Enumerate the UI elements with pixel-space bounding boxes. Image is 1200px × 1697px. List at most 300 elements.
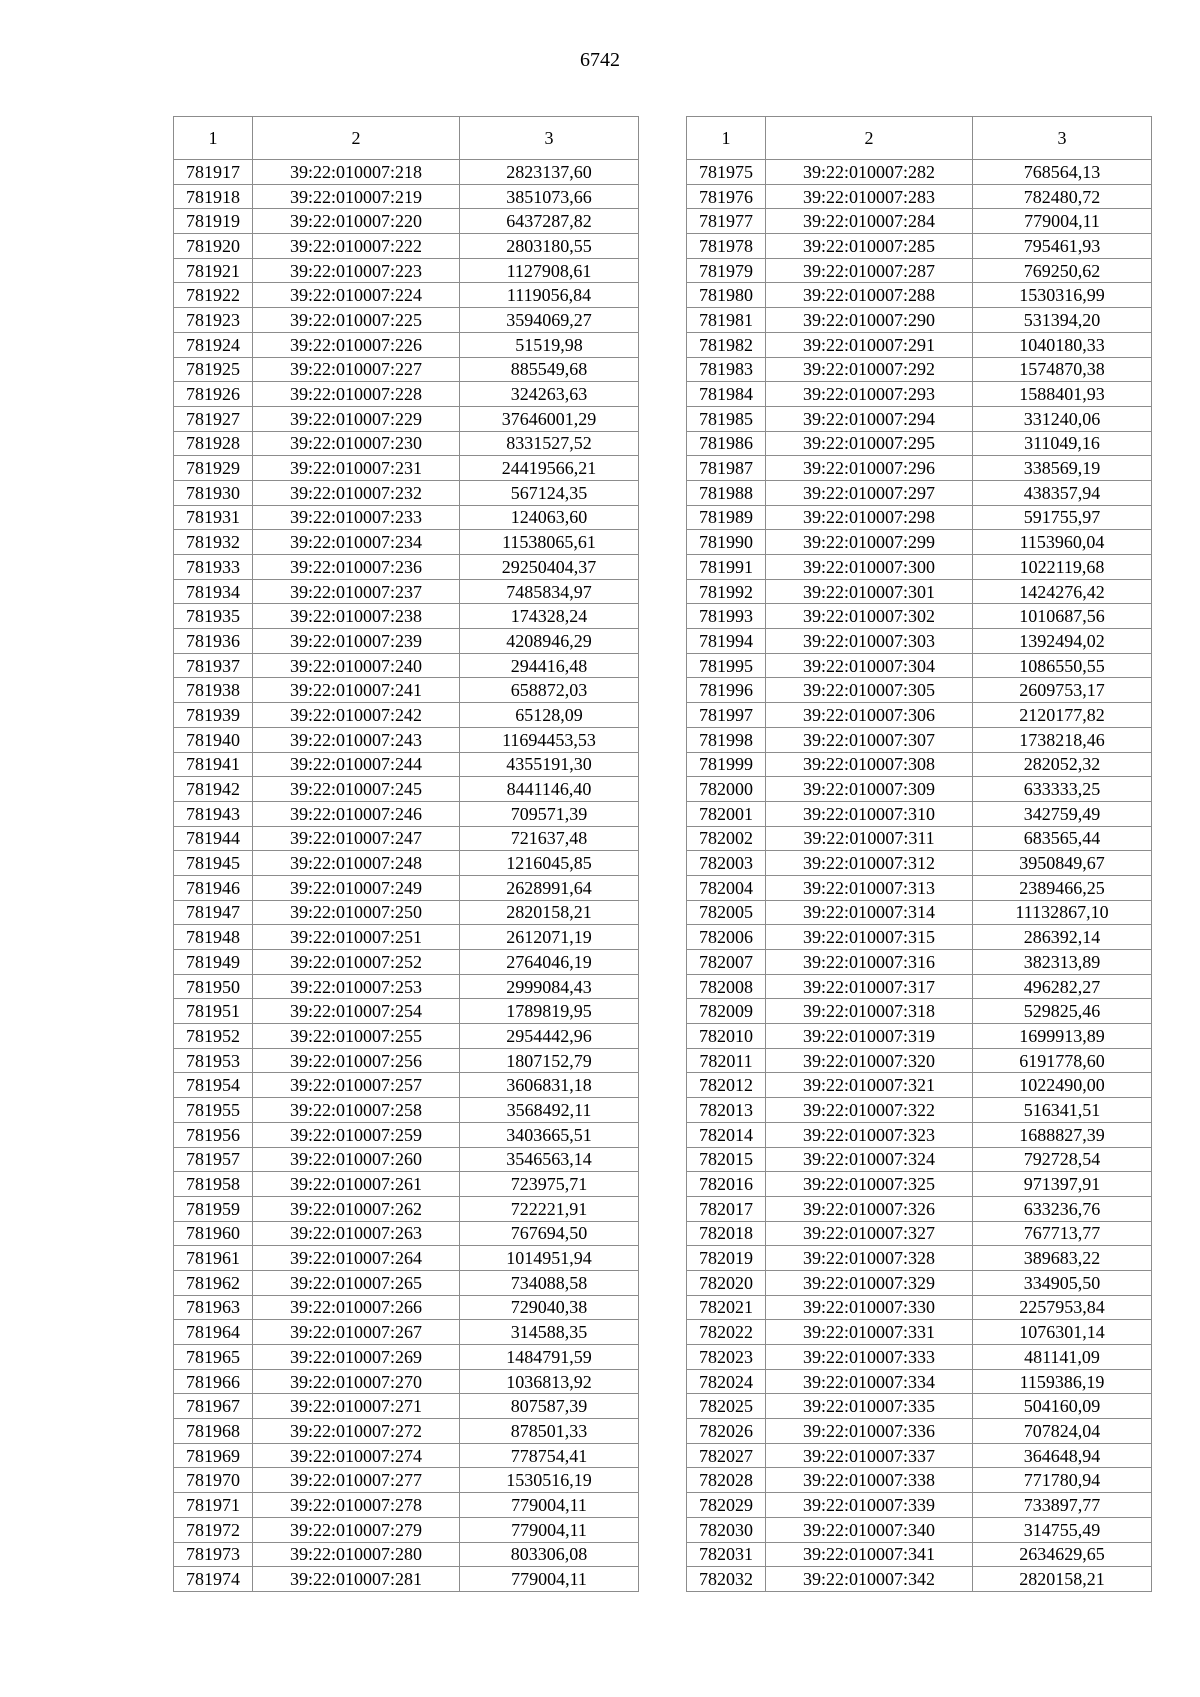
table-row <box>687 1542 1152 1567</box>
row-number-cell: 781935 <box>174 604 253 629</box>
cadastral-number-cell: 39:22:010007:222 <box>253 234 460 259</box>
table-row <box>174 826 639 851</box>
column-header-3: 3 <box>460 117 639 160</box>
value-cell: 729040,38 <box>460 1295 639 1320</box>
cadastral-number-cell: 39:22:010007:282 <box>766 160 973 185</box>
value-cell: 6191778,60 <box>973 1048 1152 1073</box>
table-row <box>687 801 1152 826</box>
row-number-cell: 781926 <box>174 382 253 407</box>
cadastral-number-cell: 39:22:010007:234 <box>253 530 460 555</box>
value-cell: 734088,58 <box>460 1270 639 1295</box>
table-row <box>174 1567 639 1592</box>
column-header-2: 2 <box>766 117 973 160</box>
cadastral-number-cell: 39:22:010007:245 <box>253 777 460 802</box>
cadastral-number-cell: 39:22:010007:327 <box>766 1221 973 1246</box>
cadastral-number-cell: 39:22:010007:233 <box>253 505 460 530</box>
row-number-cell: 781920 <box>174 234 253 259</box>
table-header-row <box>174 117 639 160</box>
value-cell: 1040180,33 <box>973 332 1152 357</box>
row-number-cell: 781997 <box>687 703 766 728</box>
table-row <box>174 1542 639 1567</box>
value-cell: 971397,91 <box>973 1172 1152 1197</box>
table-row <box>687 579 1152 604</box>
table-row <box>687 308 1152 333</box>
row-number-cell: 781925 <box>174 357 253 382</box>
cadastral-number-cell: 39:22:010007:317 <box>766 974 973 999</box>
table-row <box>687 1443 1152 1468</box>
value-cell: 1807152,79 <box>460 1048 639 1073</box>
cadastral-number-cell: 39:22:010007:230 <box>253 431 460 456</box>
value-cell: 1574870,38 <box>973 357 1152 382</box>
row-number-cell: 781939 <box>174 703 253 728</box>
table-row <box>687 777 1152 802</box>
table-row <box>174 1270 639 1295</box>
row-number-cell: 782022 <box>687 1320 766 1345</box>
table-row <box>687 1270 1152 1295</box>
value-cell: 282052,32 <box>973 752 1152 777</box>
table-row <box>687 1468 1152 1493</box>
table-row <box>687 875 1152 900</box>
row-number-cell: 782004 <box>687 875 766 900</box>
row-number-cell: 781932 <box>174 530 253 555</box>
cadastral-number-cell: 39:22:010007:239 <box>253 629 460 654</box>
table-row <box>174 332 639 357</box>
cadastral-number-cell: 39:22:010007:236 <box>253 555 460 580</box>
row-number-cell: 782014 <box>687 1122 766 1147</box>
cadastral-number-cell: 39:22:010007:307 <box>766 727 973 752</box>
row-number-cell: 781949 <box>174 950 253 975</box>
row-number-cell: 781964 <box>174 1320 253 1345</box>
cadastral-number-cell: 39:22:010007:300 <box>766 555 973 580</box>
cadastral-number-cell: 39:22:010007:242 <box>253 703 460 728</box>
table-row <box>687 1221 1152 1246</box>
table-row <box>687 1394 1152 1419</box>
table-row <box>174 283 639 308</box>
row-number-cell: 782016 <box>687 1172 766 1197</box>
cadastral-number-cell: 39:22:010007:277 <box>253 1468 460 1493</box>
row-number-cell: 781995 <box>687 653 766 678</box>
table-row <box>174 999 639 1024</box>
cadastral-number-cell: 39:22:010007:290 <box>766 308 973 333</box>
cadastral-number-cell: 39:22:010007:254 <box>253 999 460 1024</box>
table-row <box>687 530 1152 555</box>
row-number-cell: 781954 <box>174 1073 253 1098</box>
value-cell: 3606831,18 <box>460 1073 639 1098</box>
table-row <box>687 1493 1152 1518</box>
value-cell: 124063,60 <box>460 505 639 530</box>
row-number-cell: 781999 <box>687 752 766 777</box>
row-number-cell: 781931 <box>174 505 253 530</box>
row-number-cell: 781976 <box>687 184 766 209</box>
row-number-cell: 781952 <box>174 1024 253 1049</box>
value-cell: 29250404,37 <box>460 555 639 580</box>
table-row <box>174 184 639 209</box>
table-row <box>174 357 639 382</box>
value-cell: 1699913,89 <box>973 1024 1152 1049</box>
cadastral-number-cell: 39:22:010007:250 <box>253 900 460 925</box>
table-row <box>174 1098 639 1123</box>
cadastral-number-cell: 39:22:010007:328 <box>766 1246 973 1271</box>
cadastral-number-cell: 39:22:010007:255 <box>253 1024 460 1049</box>
table-row <box>174 727 639 752</box>
table-row <box>174 653 639 678</box>
table-row <box>174 875 639 900</box>
table-row <box>174 480 639 505</box>
value-cell: 331240,06 <box>973 406 1152 431</box>
cadastral-number-cell: 39:22:010007:218 <box>253 160 460 185</box>
table-row <box>687 1172 1152 1197</box>
table-row <box>687 1073 1152 1098</box>
row-number-cell: 781980 <box>687 283 766 308</box>
cadastral-number-cell: 39:22:010007:244 <box>253 752 460 777</box>
row-number-cell: 781979 <box>687 258 766 283</box>
cadastral-number-cell: 39:22:010007:285 <box>766 234 973 259</box>
table-row <box>687 629 1152 654</box>
table-row <box>174 752 639 777</box>
table-row <box>687 1024 1152 1049</box>
table-row <box>687 1369 1152 1394</box>
table-row <box>174 505 639 530</box>
value-cell: 11132867,10 <box>973 900 1152 925</box>
table-row <box>687 1196 1152 1221</box>
row-number-cell: 781971 <box>174 1493 253 1518</box>
value-cell: 779004,11 <box>973 209 1152 234</box>
row-number-cell: 781988 <box>687 480 766 505</box>
row-number-cell: 781936 <box>174 629 253 654</box>
value-cell: 1014951,94 <box>460 1246 639 1271</box>
row-number-cell: 782031 <box>687 1542 766 1567</box>
value-cell: 2120177,82 <box>973 703 1152 728</box>
column-header-3: 3 <box>973 117 1152 160</box>
row-number-cell: 781994 <box>687 629 766 654</box>
cadastral-number-cell: 39:22:010007:271 <box>253 1394 460 1419</box>
table-row <box>687 851 1152 876</box>
cadastral-number-cell: 39:22:010007:261 <box>253 1172 460 1197</box>
cadastral-number-cell: 39:22:010007:220 <box>253 209 460 234</box>
row-number-cell: 782032 <box>687 1567 766 1592</box>
value-cell: 771780,94 <box>973 1468 1152 1493</box>
row-number-cell: 781993 <box>687 604 766 629</box>
value-cell: 721637,48 <box>460 826 639 851</box>
cadastral-number-cell: 39:22:010007:283 <box>766 184 973 209</box>
table-row <box>687 950 1152 975</box>
table-row <box>687 406 1152 431</box>
value-cell: 37646001,29 <box>460 406 639 431</box>
table-row <box>687 332 1152 357</box>
row-number-cell: 781951 <box>174 999 253 1024</box>
cadastral-number-cell: 39:22:010007:308 <box>766 752 973 777</box>
value-cell: 1036813,92 <box>460 1369 639 1394</box>
value-cell: 1789819,95 <box>460 999 639 1024</box>
table-row <box>687 900 1152 925</box>
row-number-cell: 782001 <box>687 801 766 826</box>
row-number-cell: 781972 <box>174 1517 253 1542</box>
value-cell: 1424276,42 <box>973 579 1152 604</box>
row-number-cell: 782018 <box>687 1221 766 1246</box>
value-cell: 531394,20 <box>973 308 1152 333</box>
cadastral-number-cell: 39:22:010007:225 <box>253 308 460 333</box>
cadastral-number-cell: 39:22:010007:293 <box>766 382 973 407</box>
value-cell: 803306,08 <box>460 1542 639 1567</box>
cadastral-number-cell: 39:22:010007:341 <box>766 1542 973 1567</box>
row-number-cell: 781945 <box>174 851 253 876</box>
value-cell: 1076301,14 <box>973 1320 1152 1345</box>
value-cell: 294416,48 <box>460 653 639 678</box>
table-row <box>687 752 1152 777</box>
value-cell: 364648,94 <box>973 1443 1152 1468</box>
table-row <box>687 1567 1152 1592</box>
value-cell: 1086550,55 <box>973 653 1152 678</box>
table-row <box>687 258 1152 283</box>
row-number-cell: 781991 <box>687 555 766 580</box>
table-row <box>687 160 1152 185</box>
row-number-cell: 782030 <box>687 1517 766 1542</box>
cadastral-number-cell: 39:22:010007:318 <box>766 999 973 1024</box>
value-cell: 767713,77 <box>973 1221 1152 1246</box>
cadastral-number-cell: 39:22:010007:321 <box>766 1073 973 1098</box>
value-cell: 782480,72 <box>973 184 1152 209</box>
value-cell: 2257953,84 <box>973 1295 1152 1320</box>
table-row <box>174 604 639 629</box>
row-number-cell: 781990 <box>687 530 766 555</box>
cadastral-number-cell: 39:22:010007:316 <box>766 950 973 975</box>
table-row <box>174 382 639 407</box>
value-cell: 2820158,21 <box>460 900 639 925</box>
value-cell: 481141,09 <box>973 1345 1152 1370</box>
value-cell: 567124,35 <box>460 480 639 505</box>
row-number-cell: 781973 <box>174 1542 253 1567</box>
cadastral-number-cell: 39:22:010007:256 <box>253 1048 460 1073</box>
row-number-cell: 781966 <box>174 1369 253 1394</box>
value-cell: 3950849,67 <box>973 851 1152 876</box>
row-number-cell: 781963 <box>174 1295 253 1320</box>
table-row <box>687 505 1152 530</box>
row-number-cell: 781942 <box>174 777 253 802</box>
row-number-cell: 781984 <box>687 382 766 407</box>
cadastral-number-cell: 39:22:010007:302 <box>766 604 973 629</box>
row-number-cell: 782024 <box>687 1369 766 1394</box>
cadastral-number-cell: 39:22:010007:330 <box>766 1295 973 1320</box>
value-cell: 314588,35 <box>460 1320 639 1345</box>
table-row <box>687 382 1152 407</box>
value-cell: 1484791,59 <box>460 1345 639 1370</box>
value-cell: 2823137,60 <box>460 160 639 185</box>
cadastral-number-cell: 39:22:010007:333 <box>766 1345 973 1370</box>
value-cell: 1392494,02 <box>973 629 1152 654</box>
table-row <box>174 406 639 431</box>
row-number-cell: 781928 <box>174 431 253 456</box>
cadastral-number-cell: 39:22:010007:228 <box>253 382 460 407</box>
value-cell: 1738218,46 <box>973 727 1152 752</box>
column-header-2: 2 <box>253 117 460 160</box>
cadastral-number-cell: 39:22:010007:284 <box>766 209 973 234</box>
row-number-cell: 782000 <box>687 777 766 802</box>
row-number-cell: 781940 <box>174 727 253 752</box>
row-number-cell: 782026 <box>687 1419 766 1444</box>
cadastral-number-cell: 39:22:010007:294 <box>766 406 973 431</box>
register-table-right <box>686 116 1152 1592</box>
cadastral-number-cell: 39:22:010007:311 <box>766 826 973 851</box>
cadastral-number-cell: 39:22:010007:281 <box>253 1567 460 1592</box>
cadastral-number-cell: 39:22:010007:325 <box>766 1172 973 1197</box>
cadastral-number-cell: 39:22:010007:291 <box>766 332 973 357</box>
table-row <box>174 925 639 950</box>
table-row <box>687 480 1152 505</box>
table-row <box>174 1345 639 1370</box>
row-number-cell: 781975 <box>687 160 766 185</box>
value-cell: 11694453,53 <box>460 727 639 752</box>
value-cell: 2954442,96 <box>460 1024 639 1049</box>
cadastral-number-cell: 39:22:010007:240 <box>253 653 460 678</box>
table-row <box>174 851 639 876</box>
row-number-cell: 782029 <box>687 1493 766 1518</box>
row-number-cell: 781917 <box>174 160 253 185</box>
cadastral-number-cell: 39:22:010007:219 <box>253 184 460 209</box>
table-row <box>174 777 639 802</box>
value-cell: 8441146,40 <box>460 777 639 802</box>
table-row <box>174 234 639 259</box>
value-cell: 633333,25 <box>973 777 1152 802</box>
cadastral-number-cell: 39:22:010007:247 <box>253 826 460 851</box>
row-number-cell: 781943 <box>174 801 253 826</box>
row-number-cell: 781927 <box>174 406 253 431</box>
table-row <box>174 1493 639 1518</box>
table-row <box>687 974 1152 999</box>
table-row <box>687 555 1152 580</box>
table-row <box>174 703 639 728</box>
cadastral-number-cell: 39:22:010007:262 <box>253 1196 460 1221</box>
table-row <box>174 160 639 185</box>
cadastral-number-cell: 39:22:010007:266 <box>253 1295 460 1320</box>
value-cell: 2999084,43 <box>460 974 639 999</box>
table-row <box>687 604 1152 629</box>
row-number-cell: 781947 <box>174 900 253 925</box>
row-number-cell: 781924 <box>174 332 253 357</box>
table-row <box>174 1147 639 1172</box>
row-number-cell: 782027 <box>687 1443 766 1468</box>
value-cell: 779004,11 <box>460 1517 639 1542</box>
value-cell: 2820158,21 <box>973 1567 1152 1592</box>
value-cell: 2628991,64 <box>460 875 639 900</box>
row-number-cell: 782012 <box>687 1073 766 1098</box>
cadastral-number-cell: 39:22:010007:337 <box>766 1443 973 1468</box>
value-cell: 878501,33 <box>460 1419 639 1444</box>
table-row <box>174 1221 639 1246</box>
cadastral-number-cell: 39:22:010007:252 <box>253 950 460 975</box>
value-cell: 6437287,82 <box>460 209 639 234</box>
table-row <box>174 1246 639 1271</box>
row-number-cell: 781955 <box>174 1098 253 1123</box>
cadastral-number-cell: 39:22:010007:279 <box>253 1517 460 1542</box>
value-cell: 2764046,19 <box>460 950 639 975</box>
row-number-cell: 782006 <box>687 925 766 950</box>
value-cell: 807587,39 <box>460 1394 639 1419</box>
value-cell: 707824,04 <box>973 1419 1152 1444</box>
value-cell: 2803180,55 <box>460 234 639 259</box>
cadastral-number-cell: 39:22:010007:310 <box>766 801 973 826</box>
value-cell: 382313,89 <box>973 950 1152 975</box>
row-number-cell: 781986 <box>687 431 766 456</box>
table-row <box>174 308 639 333</box>
cadastral-number-cell: 39:22:010007:303 <box>766 629 973 654</box>
value-cell: 4355191,30 <box>460 752 639 777</box>
cadastral-number-cell: 39:22:010007:246 <box>253 801 460 826</box>
cadastral-number-cell: 39:22:010007:259 <box>253 1122 460 1147</box>
cadastral-number-cell: 39:22:010007:319 <box>766 1024 973 1049</box>
cadastral-number-cell: 39:22:010007:238 <box>253 604 460 629</box>
value-cell: 174328,24 <box>460 604 639 629</box>
row-number-cell: 782002 <box>687 826 766 851</box>
table-row <box>687 456 1152 481</box>
cadastral-number-cell: 39:22:010007:292 <box>766 357 973 382</box>
row-number-cell: 781992 <box>687 579 766 604</box>
table-header-row <box>687 117 1152 160</box>
cadastral-number-cell: 39:22:010007:336 <box>766 1419 973 1444</box>
row-number-cell: 781937 <box>174 653 253 678</box>
value-cell: 1119056,84 <box>460 283 639 308</box>
cadastral-number-cell: 39:22:010007:342 <box>766 1567 973 1592</box>
cadastral-number-cell: 39:22:010007:251 <box>253 925 460 950</box>
table-row <box>174 1468 639 1493</box>
value-cell: 24419566,21 <box>460 456 639 481</box>
row-number-cell: 781944 <box>174 826 253 851</box>
row-number-cell: 781918 <box>174 184 253 209</box>
cadastral-number-cell: 39:22:010007:339 <box>766 1493 973 1518</box>
cadastral-number-cell: 39:22:010007:263 <box>253 1221 460 1246</box>
cadastral-number-cell: 39:22:010007:280 <box>253 1542 460 1567</box>
cadastral-number-cell: 39:22:010007:278 <box>253 1493 460 1518</box>
row-number-cell: 781965 <box>174 1345 253 1370</box>
table-row <box>174 1073 639 1098</box>
cadastral-number-cell: 39:22:010007:227 <box>253 357 460 382</box>
value-cell: 767694,50 <box>460 1221 639 1246</box>
table-body <box>174 160 639 1592</box>
row-number-cell: 781959 <box>174 1196 253 1221</box>
cadastral-number-cell: 39:22:010007:224 <box>253 283 460 308</box>
value-cell: 778754,41 <box>460 1443 639 1468</box>
table-row <box>174 1048 639 1073</box>
cadastral-number-cell: 39:22:010007:257 <box>253 1073 460 1098</box>
table-row <box>174 974 639 999</box>
table-row <box>687 1345 1152 1370</box>
value-cell: 683565,44 <box>973 826 1152 851</box>
cadastral-number-cell: 39:22:010007:313 <box>766 875 973 900</box>
value-cell: 1588401,93 <box>973 382 1152 407</box>
row-number-cell: 781996 <box>687 678 766 703</box>
table-row <box>174 1419 639 1444</box>
row-number-cell: 781961 <box>174 1246 253 1271</box>
row-number-cell: 781922 <box>174 283 253 308</box>
cadastral-number-cell: 39:22:010007:274 <box>253 1443 460 1468</box>
value-cell: 342759,49 <box>973 801 1152 826</box>
table-row <box>174 1196 639 1221</box>
value-cell: 516341,51 <box>973 1098 1152 1123</box>
cadastral-number-cell: 39:22:010007:315 <box>766 925 973 950</box>
value-cell: 334905,50 <box>973 1270 1152 1295</box>
row-number-cell: 781962 <box>174 1270 253 1295</box>
table-row <box>687 727 1152 752</box>
row-number-cell: 781982 <box>687 332 766 357</box>
value-cell: 3403665,51 <box>460 1122 639 1147</box>
row-number-cell: 781938 <box>174 678 253 703</box>
table-row <box>174 1394 639 1419</box>
row-number-cell: 782025 <box>687 1394 766 1419</box>
table-row <box>687 1419 1152 1444</box>
table-row <box>174 678 639 703</box>
cadastral-number-cell: 39:22:010007:296 <box>766 456 973 481</box>
table-row <box>174 1320 639 1345</box>
value-cell: 324263,63 <box>460 382 639 407</box>
